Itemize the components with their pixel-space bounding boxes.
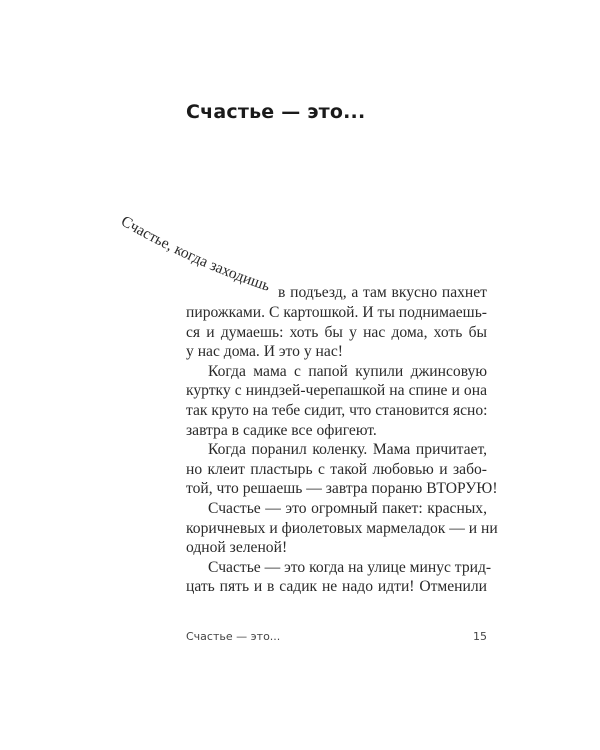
- running-title: Счастье — это...: [186, 630, 281, 643]
- svg-text:Счастье, когда заходишь: [118, 213, 272, 295]
- text-line: одной зеленой!: [186, 539, 288, 557]
- first-line-rest: в подъезд, а там вкусно пахнет: [278, 284, 487, 301]
- chapter-title: Счастье — это...: [186, 101, 366, 123]
- page-number: 15: [473, 630, 487, 643]
- text-line: куртку с ниндзей-черепашкой на спине и она: [186, 382, 487, 400]
- text-line: но клеит пластырь с такой любовью и забо-: [186, 460, 487, 478]
- text-line: Когда поранил коленку. Мама причитает,: [208, 441, 487, 459]
- text-line: коричневых и фиолетовых мармеладок — и ни: [186, 519, 498, 537]
- text-line: Когда мама с папой купили джинсовую: [208, 362, 487, 380]
- text-line: ся и думаешь: хоть бы у нас дома, хоть бы: [186, 323, 487, 341]
- text-line: так круто на тебе сидит, что становится ясно:: [186, 402, 488, 419]
- text-line: той, что решаешь — завтра пораню ВТОРУЮ!: [186, 480, 498, 498]
- text-line: Счастье — это когда на улице минус трид-: [208, 558, 492, 576]
- text-line: цать пять и в садик не надо идти! Отменили: [186, 578, 487, 596]
- text-line: Счастье — это огромный пакет: красных,: [208, 500, 487, 517]
- curved-text-path: Счастье, когда заходишь: [118, 212, 273, 295]
- text-line: у нас дома. И это у нас!: [186, 343, 343, 361]
- text-line: завтра в садике все офигеют.: [186, 421, 377, 439]
- text-line: пирожками. С картошкой. И ты поднимаешь-: [186, 304, 487, 321]
